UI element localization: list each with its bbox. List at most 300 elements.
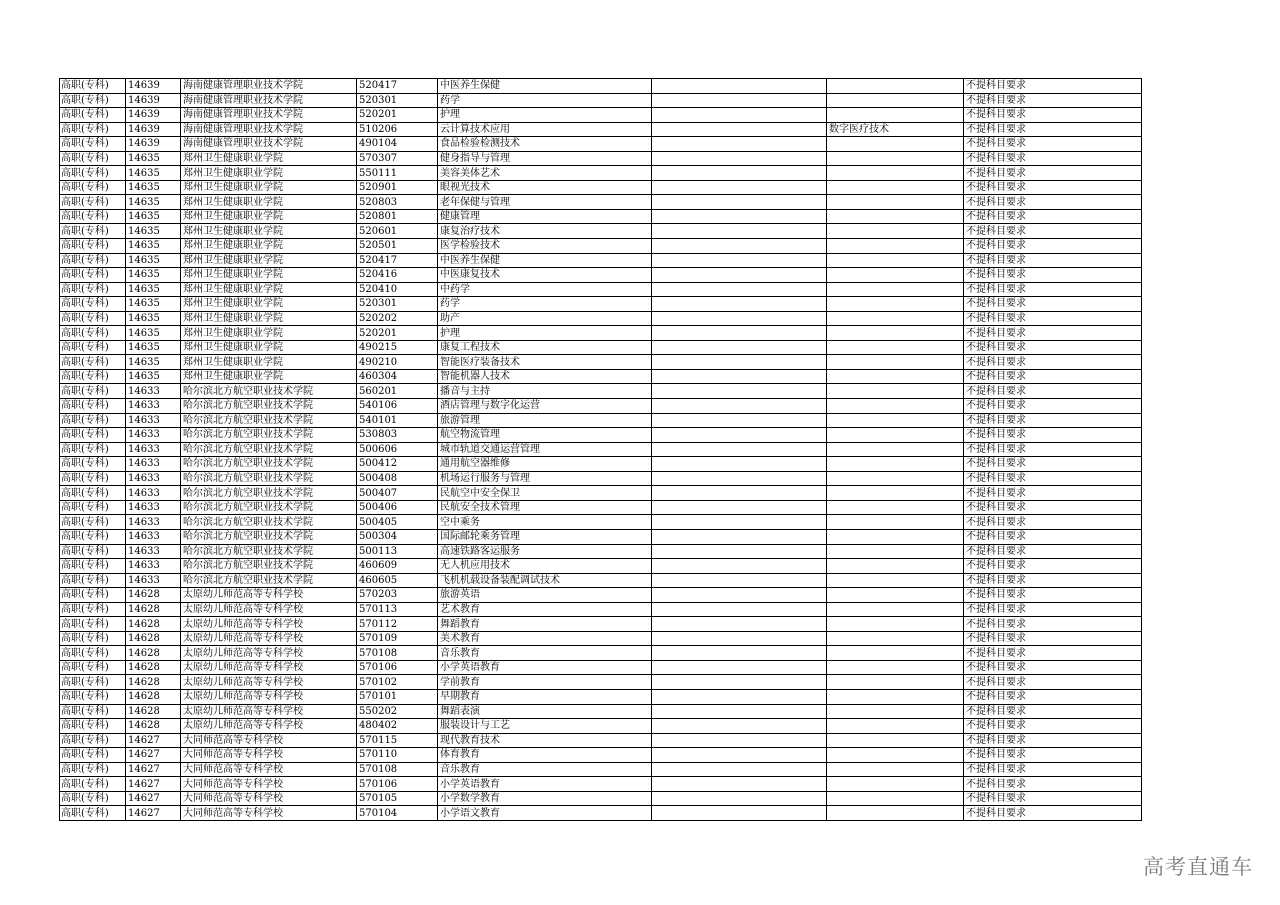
remark-cell: [827, 166, 964, 181]
remark-cell: [827, 311, 964, 326]
school-name-cell: 哈尔滨北方航空职业技术学院: [181, 384, 357, 399]
school-name-cell: 哈尔滨北方航空职业技术学院: [181, 399, 357, 414]
major-code-cell: 570104: [357, 806, 438, 821]
level-cell: 高职(专科): [60, 602, 126, 617]
subject-requirement-cell: 不提科目要求: [964, 122, 1142, 137]
note-cell: [652, 253, 827, 268]
remark-cell: [827, 268, 964, 283]
school-name-cell: 郑州卫生健康职业学院: [181, 224, 357, 239]
subject-requirement-cell: 不提科目要求: [964, 79, 1142, 94]
major-name-cell: 飞机机载设备装配调试技术: [438, 573, 652, 588]
subject-requirement-cell: 不提科目要求: [964, 93, 1142, 108]
school-name-cell: 郑州卫生健康职业学院: [181, 326, 357, 341]
major-code-cell: 500407: [357, 486, 438, 501]
school-name-cell: 郑州卫生健康职业学院: [181, 340, 357, 355]
note-cell: [652, 151, 827, 166]
school-name-cell: 郑州卫生健康职业学院: [181, 180, 357, 195]
level-cell: 高职(专科): [60, 268, 126, 283]
remark-cell: [827, 675, 964, 690]
remark-cell: [827, 137, 964, 152]
school-name-cell: 郑州卫生健康职业学院: [181, 282, 357, 297]
note-cell: [652, 428, 827, 443]
school-code-cell: 14633: [126, 457, 181, 472]
remark-cell: [827, 442, 964, 457]
level-cell: 高职(专科): [60, 93, 126, 108]
note-cell: [652, 413, 827, 428]
major-code-cell: 570106: [357, 777, 438, 792]
remark-cell: [827, 762, 964, 777]
subject-requirement-cell: 不提科目要求: [964, 428, 1142, 443]
school-code-cell: 14635: [126, 311, 181, 326]
subject-requirement-cell: 不提科目要求: [964, 791, 1142, 806]
note-cell: [652, 122, 827, 137]
level-cell: 高职(专科): [60, 399, 126, 414]
remark-cell: [827, 413, 964, 428]
major-name-cell: 播音与主持: [438, 384, 652, 399]
major-code-cell: 570108: [357, 646, 438, 661]
note-cell: [652, 486, 827, 501]
note-cell: [652, 340, 827, 355]
major-name-cell: 小学语文教育: [438, 806, 652, 821]
major-name-cell: 药学: [438, 93, 652, 108]
note-cell: [652, 180, 827, 195]
remark-cell: [827, 239, 964, 254]
table-row: [60, 413, 1142, 428]
major-name-cell: 艺术教育: [438, 602, 652, 617]
major-code-cell: 530803: [357, 428, 438, 443]
note-cell: [652, 529, 827, 544]
note-cell: [652, 297, 827, 312]
level-cell: 高职(专科): [60, 748, 126, 763]
note-cell: [652, 559, 827, 574]
school-code-cell: 14635: [126, 224, 181, 239]
level-cell: 高职(专科): [60, 122, 126, 137]
school-code-cell: 14635: [126, 253, 181, 268]
note-cell: [652, 326, 827, 341]
major-code-cell: 520201: [357, 108, 438, 123]
school-name-cell: 海南健康管理职业技术学院: [181, 122, 357, 137]
remark-cell: [827, 428, 964, 443]
school-name-cell: 海南健康管理职业技术学院: [181, 79, 357, 94]
school-code-cell: 14635: [126, 195, 181, 210]
school-name-cell: 大同师范高等专科学校: [181, 806, 357, 821]
school-code-cell: 14635: [126, 239, 181, 254]
table-row: [60, 762, 1142, 777]
remark-cell: [827, 660, 964, 675]
level-cell: 高职(专科): [60, 326, 126, 341]
major-code-cell: 540101: [357, 413, 438, 428]
major-name-cell: 护理: [438, 326, 652, 341]
subject-requirement-cell: 不提科目要求: [964, 704, 1142, 719]
subject-requirement-cell: 不提科目要求: [964, 806, 1142, 821]
major-name-cell: 智能机器人技术: [438, 369, 652, 384]
remark-cell: [827, 631, 964, 646]
subject-requirement-cell: 不提科目要求: [964, 311, 1142, 326]
school-code-cell: 14627: [126, 733, 181, 748]
subject-requirement-cell: 不提科目要求: [964, 631, 1142, 646]
school-code-cell: 14633: [126, 442, 181, 457]
note-cell: [652, 195, 827, 210]
remark-cell: [827, 340, 964, 355]
note-cell: [652, 457, 827, 472]
note-cell: [652, 719, 827, 734]
major-code-cell: 500408: [357, 471, 438, 486]
table-row: [60, 500, 1142, 515]
table-row: [60, 369, 1142, 384]
remark-cell: [827, 617, 964, 632]
remark-cell: [827, 486, 964, 501]
major-name-cell: 现代教育技术: [438, 733, 652, 748]
table-row: [60, 791, 1142, 806]
table-row: [60, 239, 1142, 254]
table-row: [60, 209, 1142, 224]
note-cell: [652, 602, 827, 617]
major-code-cell: 500606: [357, 442, 438, 457]
remark-cell: [827, 806, 964, 821]
major-code-cell: 520803: [357, 195, 438, 210]
remark-cell: [827, 704, 964, 719]
level-cell: 高职(专科): [60, 108, 126, 123]
subject-requirement-cell: 不提科目要求: [964, 689, 1142, 704]
major-name-cell: 药学: [438, 297, 652, 312]
remark-cell: 数字医疗技术: [827, 122, 964, 137]
subject-requirement-cell: 不提科目要求: [964, 413, 1142, 428]
watermark: 高考直通车: [1143, 855, 1253, 879]
major-name-cell: 学前教育: [438, 675, 652, 690]
school-code-cell: 14633: [126, 413, 181, 428]
note-cell: [652, 791, 827, 806]
note-cell: [652, 646, 827, 661]
table-row: [60, 544, 1142, 559]
level-cell: 高职(专科): [60, 471, 126, 486]
remark-cell: [827, 151, 964, 166]
school-name-cell: 郑州卫生健康职业学院: [181, 239, 357, 254]
remark-cell: [827, 180, 964, 195]
major-code-cell: 460605: [357, 573, 438, 588]
table-row: [60, 675, 1142, 690]
school-code-cell: 14628: [126, 602, 181, 617]
subject-requirement-cell: 不提科目要求: [964, 326, 1142, 341]
major-code-cell: 550202: [357, 704, 438, 719]
major-code-cell: 520201: [357, 326, 438, 341]
major-code-cell: 570108: [357, 762, 438, 777]
school-name-cell: 郑州卫生健康职业学院: [181, 209, 357, 224]
school-code-cell: 14633: [126, 573, 181, 588]
table-row: [60, 457, 1142, 472]
major-name-cell: 美容美体艺术: [438, 166, 652, 181]
level-cell: 高职(专科): [60, 137, 126, 152]
school-name-cell: 郑州卫生健康职业学院: [181, 253, 357, 268]
major-name-cell: 老年保健与管理: [438, 195, 652, 210]
table-row: [60, 384, 1142, 399]
note-cell: [652, 224, 827, 239]
subject-requirement-cell: 不提科目要求: [964, 646, 1142, 661]
major-name-cell: 通用航空器维修: [438, 457, 652, 472]
remark-cell: [827, 355, 964, 370]
school-code-cell: 14639: [126, 122, 181, 137]
table-row: [60, 748, 1142, 763]
school-code-cell: 14628: [126, 675, 181, 690]
remark-cell: [827, 384, 964, 399]
major-name-cell: 民航安全技术管理: [438, 500, 652, 515]
remark-cell: [827, 515, 964, 530]
table-row: [60, 151, 1142, 166]
major-name-cell: 小学数学教育: [438, 791, 652, 806]
level-cell: 高职(专科): [60, 311, 126, 326]
remark-cell: [827, 93, 964, 108]
major-name-cell: 旅游管理: [438, 413, 652, 428]
subject-requirement-cell: 不提科目要求: [964, 748, 1142, 763]
admission-table: [59, 78, 1142, 821]
subject-requirement-cell: 不提科目要求: [964, 515, 1142, 530]
level-cell: 高职(专科): [60, 704, 126, 719]
major-code-cell: 500412: [357, 457, 438, 472]
school-name-cell: 太原幼儿师范高等专科学校: [181, 631, 357, 646]
major-code-cell: 520801: [357, 209, 438, 224]
table-row: [60, 442, 1142, 457]
subject-requirement-cell: 不提科目要求: [964, 108, 1142, 123]
subject-requirement-cell: 不提科目要求: [964, 253, 1142, 268]
level-cell: 高职(专科): [60, 195, 126, 210]
remark-cell: [827, 719, 964, 734]
table-row: [60, 428, 1142, 443]
table-row: [60, 224, 1142, 239]
major-name-cell: 眼视光技术: [438, 180, 652, 195]
level-cell: 高职(专科): [60, 806, 126, 821]
major-name-cell: 小学英语教育: [438, 660, 652, 675]
school-code-cell: 14633: [126, 500, 181, 515]
major-code-cell: 490210: [357, 355, 438, 370]
school-code-cell: 14635: [126, 355, 181, 370]
school-name-cell: 哈尔滨北方航空职业技术学院: [181, 573, 357, 588]
major-code-cell: 540106: [357, 399, 438, 414]
school-name-cell: 太原幼儿师范高等专科学校: [181, 588, 357, 603]
level-cell: 高职(专科): [60, 573, 126, 588]
school-name-cell: 哈尔滨北方航空职业技术学院: [181, 486, 357, 501]
school-name-cell: 太原幼儿师范高等专科学校: [181, 719, 357, 734]
major-code-cell: 570307: [357, 151, 438, 166]
remark-cell: [827, 646, 964, 661]
level-cell: 高职(专科): [60, 486, 126, 501]
note-cell: [652, 748, 827, 763]
note-cell: [652, 239, 827, 254]
major-code-cell: 460304: [357, 369, 438, 384]
major-name-cell: 民航空中安全保卫: [438, 486, 652, 501]
subject-requirement-cell: 不提科目要求: [964, 500, 1142, 515]
school-code-cell: 14627: [126, 777, 181, 792]
note-cell: [652, 442, 827, 457]
remark-cell: [827, 602, 964, 617]
level-cell: 高职(专科): [60, 733, 126, 748]
table-row: [60, 646, 1142, 661]
level-cell: 高职(专科): [60, 239, 126, 254]
school-name-cell: 太原幼儿师范高等专科学校: [181, 602, 357, 617]
note-cell: [652, 689, 827, 704]
remark-cell: [827, 253, 964, 268]
major-name-cell: 小学英语教育: [438, 777, 652, 792]
school-name-cell: 郑州卫生健康职业学院: [181, 297, 357, 312]
school-name-cell: 太原幼儿师范高等专科学校: [181, 646, 357, 661]
subject-requirement-cell: 不提科目要求: [964, 617, 1142, 632]
major-code-cell: 520416: [357, 268, 438, 283]
level-cell: 高职(专科): [60, 646, 126, 661]
note-cell: [652, 93, 827, 108]
note-cell: [652, 631, 827, 646]
major-code-cell: 510206: [357, 122, 438, 137]
school-name-cell: 大同师范高等专科学校: [181, 791, 357, 806]
subject-requirement-cell: 不提科目要求: [964, 762, 1142, 777]
level-cell: 高职(专科): [60, 369, 126, 384]
note-cell: [652, 355, 827, 370]
level-cell: 高职(专科): [60, 631, 126, 646]
subject-requirement-cell: 不提科目要求: [964, 573, 1142, 588]
note-cell: [652, 806, 827, 821]
table-row: [60, 617, 1142, 632]
major-code-cell: 520301: [357, 297, 438, 312]
remark-cell: [827, 573, 964, 588]
school-name-cell: 郑州卫生健康职业学院: [181, 355, 357, 370]
level-cell: 高职(专科): [60, 442, 126, 457]
school-name-cell: 海南健康管理职业技术学院: [181, 93, 357, 108]
major-name-cell: 助产: [438, 311, 652, 326]
note-cell: [652, 675, 827, 690]
remark-cell: [827, 529, 964, 544]
table-row: [60, 137, 1142, 152]
major-name-cell: 舞蹈表演: [438, 704, 652, 719]
major-name-cell: 云计算技术应用: [438, 122, 652, 137]
table-row: [60, 704, 1142, 719]
table-row: [60, 180, 1142, 195]
major-code-cell: 490215: [357, 340, 438, 355]
major-name-cell: 中医康复技术: [438, 268, 652, 283]
school-code-cell: 14628: [126, 660, 181, 675]
major-code-cell: 560201: [357, 384, 438, 399]
major-code-cell: 480402: [357, 719, 438, 734]
school-name-cell: 大同师范高等专科学校: [181, 762, 357, 777]
school-name-cell: 哈尔滨北方航空职业技术学院: [181, 428, 357, 443]
major-code-cell: 520202: [357, 311, 438, 326]
school-code-cell: 14635: [126, 151, 181, 166]
subject-requirement-cell: 不提科目要求: [964, 777, 1142, 792]
level-cell: 高职(专科): [60, 544, 126, 559]
table-row: [60, 108, 1142, 123]
subject-requirement-cell: 不提科目要求: [964, 137, 1142, 152]
remark-cell: [827, 500, 964, 515]
level-cell: 高职(专科): [60, 413, 126, 428]
remark-cell: [827, 79, 964, 94]
school-code-cell: 14633: [126, 529, 181, 544]
subject-requirement-cell: 不提科目要求: [964, 675, 1142, 690]
major-name-cell: 城市轨道交通运营管理: [438, 442, 652, 457]
major-code-cell: 570203: [357, 588, 438, 603]
major-name-cell: 健康管理: [438, 209, 652, 224]
subject-requirement-cell: 不提科目要求: [964, 602, 1142, 617]
table-row: [60, 122, 1142, 137]
school-code-cell: 14639: [126, 108, 181, 123]
remark-cell: [827, 544, 964, 559]
remark-cell: [827, 369, 964, 384]
remark-cell: [827, 777, 964, 792]
remark-cell: [827, 224, 964, 239]
remark-cell: [827, 326, 964, 341]
major-code-cell: 500406: [357, 500, 438, 515]
school-name-cell: 郑州卫生健康职业学院: [181, 166, 357, 181]
major-name-cell: 中医养生保健: [438, 253, 652, 268]
table-row: [60, 340, 1142, 355]
school-code-cell: 14633: [126, 544, 181, 559]
note-cell: [652, 733, 827, 748]
school-code-cell: 14628: [126, 689, 181, 704]
subject-requirement-cell: 不提科目要求: [964, 239, 1142, 254]
school-name-cell: 太原幼儿师范高等专科学校: [181, 617, 357, 632]
subject-requirement-cell: 不提科目要求: [964, 369, 1142, 384]
school-name-cell: 郑州卫生健康职业学院: [181, 369, 357, 384]
remark-cell: [827, 108, 964, 123]
subject-requirement-cell: 不提科目要求: [964, 224, 1142, 239]
school-code-cell: 14628: [126, 631, 181, 646]
school-code-cell: 14633: [126, 384, 181, 399]
school-name-cell: 哈尔滨北方航空职业技术学院: [181, 442, 357, 457]
school-name-cell: 哈尔滨北方航空职业技术学院: [181, 500, 357, 515]
remark-cell: [827, 588, 964, 603]
subject-requirement-cell: 不提科目要求: [964, 442, 1142, 457]
remark-cell: [827, 748, 964, 763]
major-name-cell: 音乐教育: [438, 762, 652, 777]
subject-requirement-cell: 不提科目要求: [964, 486, 1142, 501]
school-name-cell: 太原幼儿师范高等专科学校: [181, 660, 357, 675]
subject-requirement-cell: 不提科目要求: [964, 282, 1142, 297]
major-name-cell: 服装设计与工艺: [438, 719, 652, 734]
school-code-cell: 14635: [126, 166, 181, 181]
note-cell: [652, 79, 827, 94]
remark-cell: [827, 471, 964, 486]
school-code-cell: 14635: [126, 209, 181, 224]
subject-requirement-cell: 不提科目要求: [964, 559, 1142, 574]
major-code-cell: 520410: [357, 282, 438, 297]
school-name-cell: 郑州卫生健康职业学院: [181, 311, 357, 326]
school-code-cell: 14635: [126, 268, 181, 283]
school-code-cell: 14635: [126, 180, 181, 195]
school-code-cell: 14633: [126, 399, 181, 414]
subject-requirement-cell: 不提科目要求: [964, 195, 1142, 210]
school-code-cell: 14628: [126, 617, 181, 632]
major-name-cell: 无人机应用技术: [438, 559, 652, 574]
school-name-cell: 郑州卫生健康职业学院: [181, 268, 357, 283]
level-cell: 高职(专科): [60, 224, 126, 239]
remark-cell: [827, 457, 964, 472]
school-code-cell: 14628: [126, 646, 181, 661]
school-code-cell: 14639: [126, 79, 181, 94]
table-row: [60, 326, 1142, 341]
major-code-cell: 570101: [357, 689, 438, 704]
level-cell: 高职(专科): [60, 428, 126, 443]
level-cell: 高职(专科): [60, 762, 126, 777]
major-name-cell: 音乐教育: [438, 646, 652, 661]
level-cell: 高职(专科): [60, 791, 126, 806]
level-cell: 高职(专科): [60, 340, 126, 355]
school-code-cell: 14628: [126, 704, 181, 719]
school-name-cell: 哈尔滨北方航空职业技术学院: [181, 544, 357, 559]
subject-requirement-cell: 不提科目要求: [964, 151, 1142, 166]
note-cell: [652, 515, 827, 530]
table-row: [60, 689, 1142, 704]
subject-requirement-cell: 不提科目要求: [964, 340, 1142, 355]
table-row: [60, 806, 1142, 821]
remark-cell: [827, 791, 964, 806]
level-cell: 高职(专科): [60, 777, 126, 792]
note-cell: [652, 762, 827, 777]
table-row: [60, 573, 1142, 588]
